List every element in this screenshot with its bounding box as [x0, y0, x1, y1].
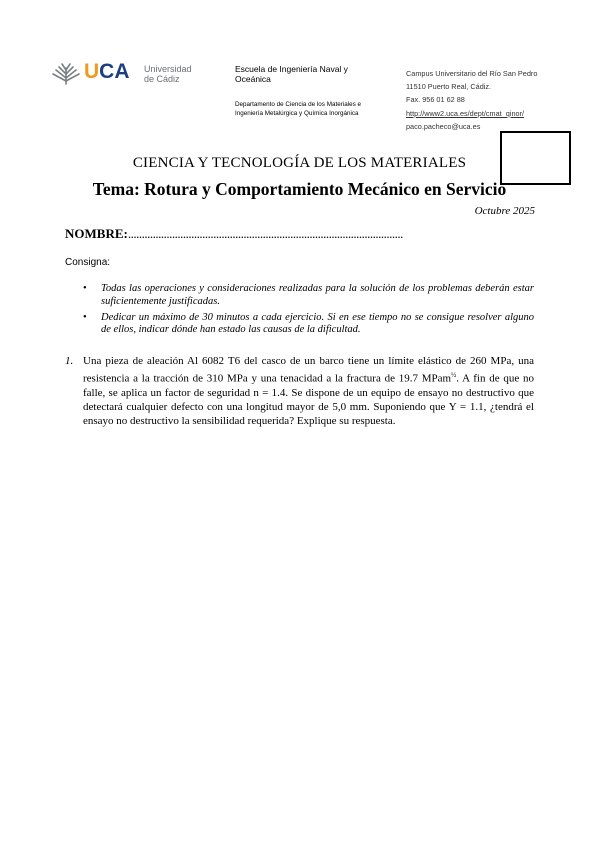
university-logo	[49, 60, 224, 86]
university-name	[144, 64, 192, 84]
school-name	[235, 64, 395, 84]
wheat-emblem-icon	[49, 60, 83, 86]
name-label: NOMBRE:	[65, 226, 128, 241]
instructions-list	[83, 283, 534, 340]
instruction-item	[83, 283, 534, 309]
instructions-label: Consigna:	[65, 257, 111, 268]
name-field[interactable]	[65, 226, 403, 242]
contact-address	[406, 67, 537, 133]
address-line2: 11510 Puerto Real, Cádiz.	[406, 82, 492, 92]
uca-logo-ca: CA	[99, 60, 130, 83]
document-date: Octubre 2025	[474, 205, 535, 217]
problem-text-part2: . A fin de que no falle, se aplica un factor de seguridad n = 1.4. Se dispone de un equipo de ensayo no destructivo que detectará cualquier defecto con una longitud mayor de 5,0 mm. Suponiendo que Y = 1.1, ¿tendrá el ensayo no destructivo la sensibilidad requerida? Explique su respuesta.	[83, 372, 534, 428]
instruction-item	[83, 312, 534, 338]
problem-number: 1.	[65, 355, 74, 367]
problem-1	[65, 354, 534, 429]
university-name-line1: Universidad	[144, 64, 192, 74]
school-line1: Escuela de Ingeniería Naval y	[235, 64, 348, 74]
instruction-text: Dedicar un máximo de 30 minutos a cada ejercicio. Si en ese tiempo no se consigue resolver alguno de ellos, indicar dónde han estado las causas de la dificultad.	[101, 311, 534, 336]
department-line1: Departamento de Ciencia de los Materiales e	[235, 101, 362, 108]
course-title: CIENCIA Y TECNOLOGÍA DE LOS MATERIALES	[132, 155, 467, 171]
bullet-icon: •	[83, 283, 87, 294]
department-name	[235, 101, 400, 118]
department-website-link[interactable]: http://www2.uca.es/dept/cmat_qinor/	[406, 108, 525, 118]
problem-statement	[83, 354, 534, 429]
uca-logo-text	[84, 61, 130, 82]
name-dotted-line: ....................................................................................................	[127, 226, 403, 241]
contact-email[interactable]: paco.pacheco@uca.es	[406, 121, 481, 131]
problem-text-part1: Una pieza de aleación Al 6082 T6 del casco de un barco tiene un límite elástico de 260 MPa, una resistencia a la tracción de 310 MPa y una tenacidad a la fractura de 19.7 MPam	[83, 355, 534, 385]
address-line1: Campus Universitario del Río San Pedro	[406, 69, 538, 78]
school-line2: Oceánica	[235, 74, 271, 84]
department-line2: Ingeniería Metalúrgica y Química Inorgánica	[235, 109, 359, 117]
problem-superscript: ½	[451, 371, 457, 380]
fax-number: Fax. 956 01 62 88	[406, 95, 465, 105]
university-name-line2: de Cádiz	[144, 74, 180, 84]
uca-logo-u: U	[84, 60, 100, 83]
bullet-icon: •	[83, 311, 87, 323]
instruction-text: Todas las operaciones y consideraciones realizadas para la solución de los problemas deberán estar suficientemente justificadas.	[101, 283, 534, 307]
topic-title: Tema: Rotura y Comportamiento Mecánico en Servicio	[92, 179, 507, 199]
